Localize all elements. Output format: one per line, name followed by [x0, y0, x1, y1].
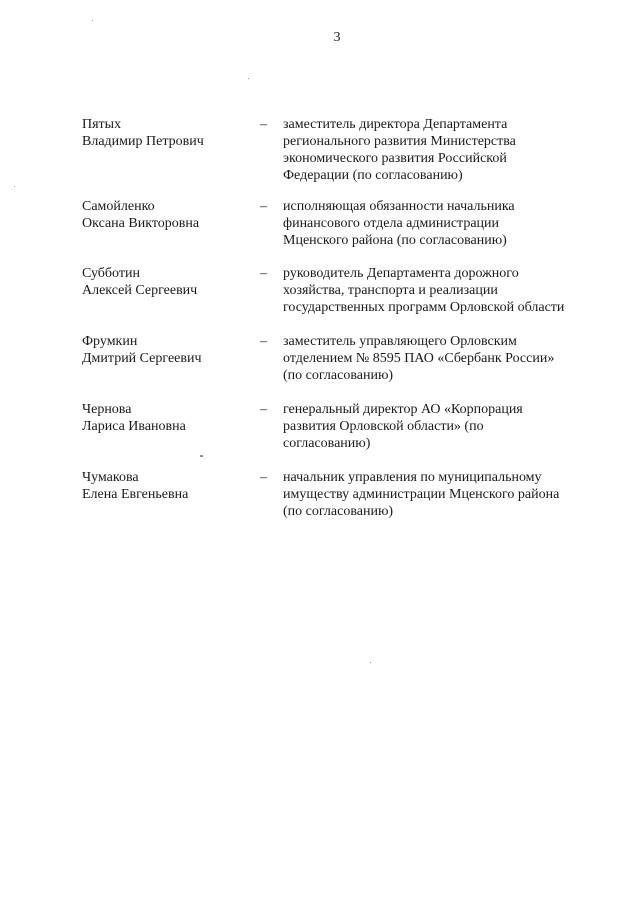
surname: Пятых	[82, 117, 122, 132]
surname: Фрумкин	[82, 334, 138, 349]
role-line: регионального развития Министерства	[283, 134, 516, 149]
page-number: 3	[333, 30, 341, 45]
surname: Чумакова	[82, 470, 139, 485]
dash: –	[260, 117, 267, 132]
list-item	[82, 469, 602, 520]
role-line: финансового отдела администрации	[283, 216, 500, 231]
role-line: (по согласованию)	[283, 368, 394, 383]
dash: –	[260, 470, 267, 485]
role-line: Федерации (по согласованию)	[283, 168, 463, 183]
person-name	[82, 116, 260, 150]
role-line: генеральный директор АО «Корпорация	[283, 402, 523, 417]
role-line: заместитель управляющего Орловским	[283, 334, 517, 349]
given-name: Оксана Викторовна	[82, 216, 200, 231]
list-item	[82, 333, 602, 384]
person-name	[82, 401, 260, 435]
list-item	[82, 265, 602, 316]
given-name: Алексей Сергеевич	[82, 283, 198, 298]
role-line: развития Орловской области» (по	[283, 419, 484, 434]
position-description	[283, 116, 602, 184]
role-line: отделением № 8595 ПАО «Сбербанк России»	[283, 351, 555, 366]
role-line: хозяйства, транспорта и реализации	[283, 283, 498, 298]
given-name: Елена Евгеньевна	[82, 487, 189, 502]
given-name: Лариса Ивановна	[82, 419, 186, 434]
role-line: исполняющая обязанности начальника	[283, 199, 515, 214]
role-line: государственных программ Орловской области	[283, 300, 565, 315]
role-line: экономического развития Российской	[283, 151, 507, 166]
dash: –	[260, 334, 267, 349]
position-description	[283, 469, 602, 520]
role-line: согласованию)	[283, 436, 371, 451]
list-item	[82, 116, 602, 184]
surname: Чернова	[82, 402, 132, 417]
list-item	[82, 198, 602, 249]
role-line: имуществу администрации Мценского района	[283, 487, 560, 502]
position-description	[283, 333, 602, 384]
dash: –	[260, 199, 267, 214]
scan-speck	[92, 20, 93, 21]
scan-speck	[200, 455, 203, 457]
position-description	[283, 401, 602, 452]
role-line: (по согласованию)	[283, 504, 394, 519]
given-name: Владимир Петрович	[82, 134, 204, 149]
person-name	[82, 265, 260, 299]
role-line: заместитель директора Департамента	[283, 117, 508, 132]
position-description	[283, 265, 602, 316]
person-name	[82, 469, 260, 503]
scan-speck	[248, 78, 249, 79]
surname: Субботин	[82, 266, 140, 281]
scan-speck	[14, 186, 15, 187]
dash: –	[260, 402, 267, 417]
position-description	[283, 198, 602, 249]
list-item	[82, 401, 602, 452]
members-list	[82, 116, 602, 520]
dash: –	[260, 266, 267, 281]
person-name	[82, 198, 260, 232]
person-name	[82, 333, 260, 367]
scan-speck	[370, 662, 371, 663]
role-line: начальник управления по муниципальному	[283, 470, 542, 485]
role-line: Мценского района (по согласованию)	[283, 233, 507, 248]
role-line: руководитель Департамента дорожного	[283, 266, 519, 281]
given-name: Дмитрий Сергеевич	[82, 351, 202, 366]
surname: Самойленко	[82, 199, 155, 214]
